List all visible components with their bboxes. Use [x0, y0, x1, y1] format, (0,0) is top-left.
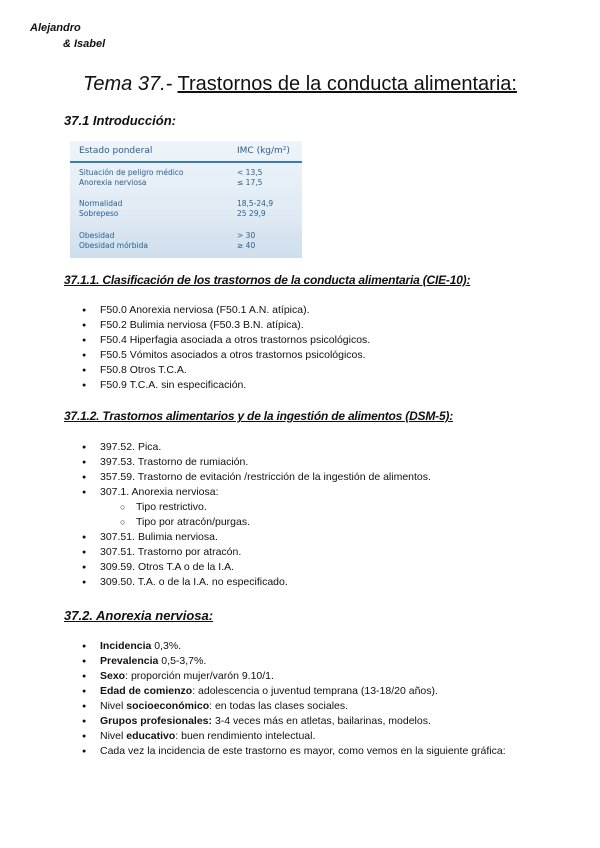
- sub-list-item: ○ Tipo por atracón/purgas.: [82, 515, 431, 530]
- author-1: Alejandro: [30, 22, 81, 34]
- item-suffix: : buen rendimiento intelectual.: [175, 730, 316, 742]
- list-item: [82, 654, 506, 669]
- imc-row: [70, 178, 302, 188]
- item-bold: Prevalencia: [100, 655, 159, 667]
- item-prefix: Cada vez la incidencia de este trastorno es mayor, como vemos en la siguiente gráfica:: [100, 745, 506, 757]
- list-item: [82, 639, 506, 654]
- anorexia-list: [82, 639, 506, 759]
- imc-row: [70, 241, 302, 251]
- dsm-list: [82, 440, 431, 590]
- item-bold: educativo: [126, 730, 176, 742]
- item-suffix: : en todas las clases sociales.: [209, 700, 349, 712]
- cie-list: [82, 303, 370, 393]
- list-item: [82, 729, 506, 744]
- imc-table-header: [70, 141, 302, 163]
- list-item: [82, 744, 506, 759]
- imc-row: [70, 231, 302, 241]
- imc-header-col1: Estado ponderal: [79, 146, 153, 156]
- list-item: [82, 684, 506, 699]
- item-bold: Edad de comienzo: [100, 685, 193, 697]
- item-bold: socioeconómico: [126, 700, 210, 712]
- list-item: ● 307.1. Anorexia nerviosa:: [82, 485, 431, 500]
- imc-row-value: > 30: [237, 231, 256, 240]
- title-number: Tema 37.-: [83, 73, 173, 95]
- imc-row-value: ≤ 17,5: [237, 178, 263, 187]
- intro-heading: 37.1 Introducción:: [64, 113, 176, 128]
- title-text: Trastornos de la conducta alimentaria:: [177, 73, 517, 95]
- list-item: ● 307.51. Trastorno por atracón.: [82, 545, 431, 560]
- list-item: ● 307.51. Bulimia nerviosa.: [82, 530, 431, 545]
- item-suffix: : proporción mujer/varón 9.10/1.: [125, 670, 274, 682]
- imc-row-label: Situación de peligro médico: [79, 168, 184, 177]
- imc-row-label: Sobrepeso: [79, 209, 119, 218]
- cie-heading: 37.1.1. Clasificación de los trastornos de la conducta alimentaria (CIE-10):: [64, 273, 471, 287]
- list-item: [82, 714, 506, 729]
- imc-row: [70, 209, 302, 219]
- imc-row-label: Obesidad: [79, 231, 115, 240]
- imc-row-label: Anorexia nerviosa: [79, 178, 147, 187]
- item-prefix: Nivel: [100, 700, 127, 712]
- list-item: ● 309.50. T.A. o de la I.A. no especificado.: [82, 575, 431, 590]
- list-item: ● 397.53. Trastorno de rumiación.: [82, 455, 431, 470]
- item-suffix: 0,3%.: [151, 640, 182, 652]
- item-suffix: 0,5-3,7%.: [158, 655, 207, 667]
- item-suffix: : adolescencia o juventud temprana (13-18/20 años).: [192, 685, 438, 697]
- imc-row-value: < 13,5: [237, 168, 263, 177]
- sub-list-item: ○ Tipo restrictivo.: [82, 500, 431, 515]
- imc-row: [70, 199, 302, 209]
- anorexia-heading: 37.2. Anorexia nerviosa:: [64, 608, 214, 623]
- item-prefix: Nivel: [100, 730, 127, 742]
- item-bold: Sexo: [100, 670, 126, 682]
- page-title: [0, 73, 600, 96]
- item-bold: Incidencia: [100, 640, 152, 652]
- imc-row-label: Obesidad mórbida: [79, 241, 148, 250]
- imc-row-value: ≥ 40: [237, 241, 256, 250]
- list-item: [82, 669, 506, 684]
- list-item: ● F50.2 Bulimia nerviosa (F50.3 B.N. atípica).: [82, 318, 370, 333]
- list-item: ● 309.59. Otros T.A o de la I.A.: [82, 560, 431, 575]
- imc-row-value: 18,5-24,9: [237, 199, 274, 208]
- list-item: ● 397.52. Pica.: [82, 440, 431, 455]
- item-suffix: 3-4 veces más en atletas, bailarinas, modelos.: [212, 715, 431, 727]
- list-item: [82, 699, 506, 714]
- list-item: ● F50.0 Anorexia nerviosa (F50.1 A.N. atípica).: [82, 303, 370, 318]
- list-item: ● F50.9 T.C.A. sin especificación.: [82, 378, 370, 393]
- list-item: ● F50.4 Hiperfagia asociada a otros trastornos psicológicos.: [82, 333, 370, 348]
- authors: [30, 20, 105, 52]
- list-item: ● F50.8 Otros T.C.A.: [82, 363, 370, 378]
- imc-row-value: 25 29,9: [237, 209, 266, 218]
- imc-row-label: Normalidad: [79, 199, 123, 208]
- imc-header-col2: IMC (kg/m²): [237, 146, 290, 156]
- list-item: ● 357.59. Trastorno de evitación /restricción de la ingestión de alimentos.: [82, 470, 431, 485]
- imc-row: [70, 168, 302, 178]
- list-item: ● F50.5 Vómitos asociados a otros trastornos psicológicos.: [82, 348, 370, 363]
- author-2: & Isabel: [63, 38, 106, 50]
- imc-table: [70, 141, 302, 258]
- item-bold: Grupos profesionales:: [100, 715, 213, 727]
- dsm-heading: 37.1.2. Trastornos alimentarios y de la ingestión de alimentos (DSM-5):: [64, 409, 454, 423]
